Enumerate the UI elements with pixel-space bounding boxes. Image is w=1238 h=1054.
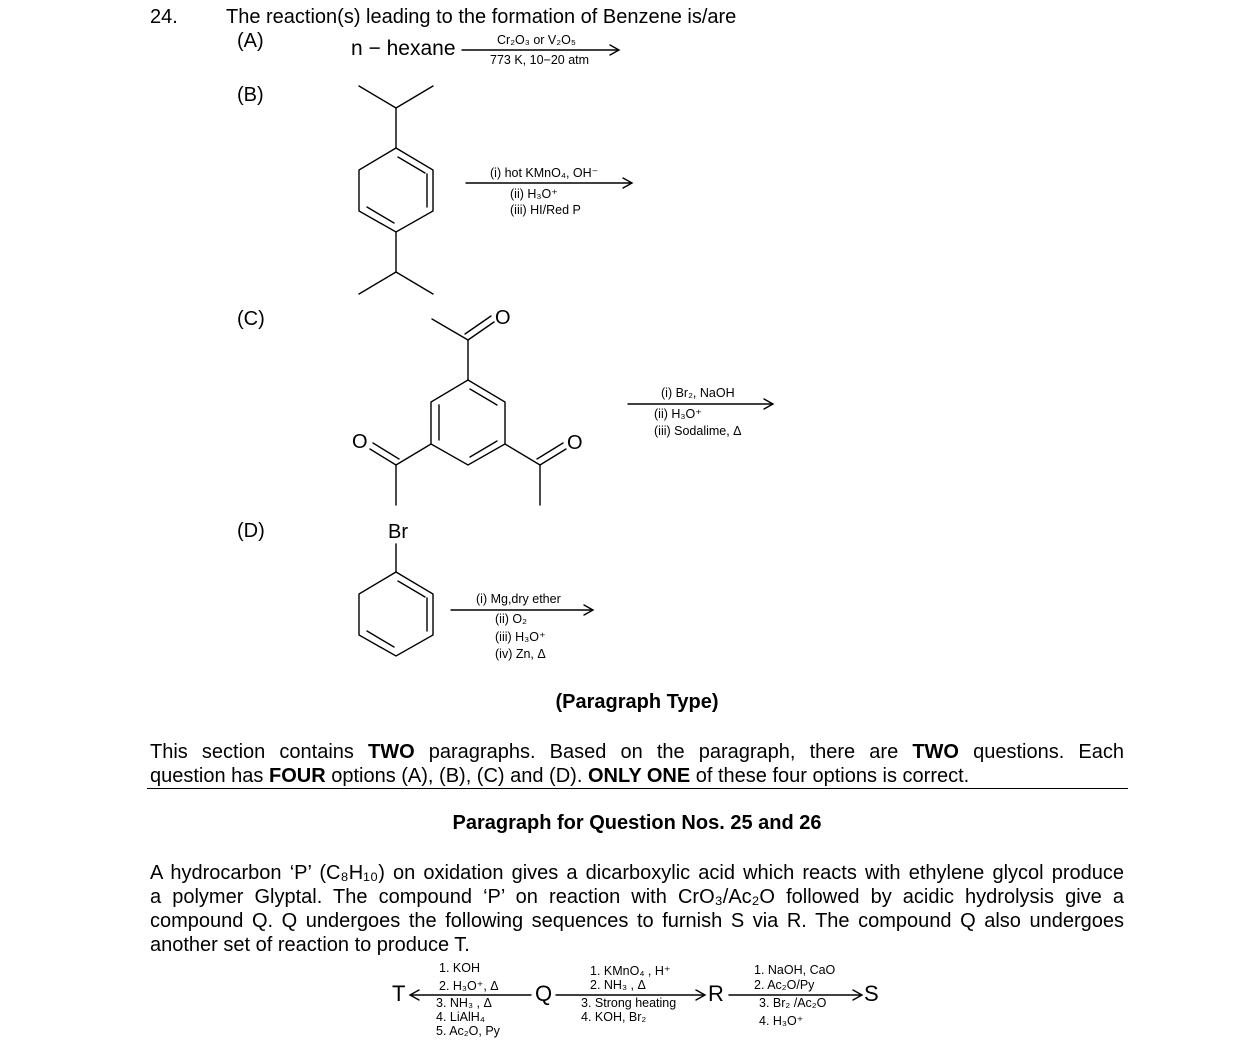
scheme-compound-t: T <box>392 981 406 1006</box>
scheme-qt-cond-4: 4. LiAlH₄ <box>436 1010 485 1024</box>
instruction-line-1: This section contains TWO paragraphs. Based on the paragraph, there are TWO questions. Each <box>150 741 1124 763</box>
option-d-label: (D) <box>237 520 265 542</box>
scheme-rs-cond-3: 3. Br₂ /Ac₂O <box>759 996 827 1010</box>
scheme-rs-cond-2: 2. Ac₂O/Py <box>754 978 815 992</box>
option-b-step-1: (i) hot KMnO₄, OH⁻ <box>490 166 599 180</box>
scheme-qt-cond-3: 3. NH₃ , Δ <box>436 996 492 1010</box>
option-b-arrow <box>466 178 632 188</box>
option-c-step-3: (iii) Sodalime, Δ <box>654 424 742 438</box>
option-b-step-2: (ii) H₃O⁺ <box>510 187 558 201</box>
option-d-arrow <box>451 605 593 615</box>
option-d-step-2: (ii) O₂ <box>495 612 527 626</box>
section-divider <box>147 788 1128 789</box>
option-d-bromine: Br <box>388 521 408 543</box>
option-c-step-2: (ii) H₃O⁺ <box>654 407 702 421</box>
option-c-oxygen-right: O <box>567 432 583 454</box>
scheme-qt-cond-5: 5. Ac₂O, Py <box>436 1024 500 1038</box>
option-a-condition-bottom: 773 K, 10−20 atm <box>490 53 590 67</box>
option-b-structure <box>359 86 433 294</box>
scheme-qt-cond-2: 2. H₃O⁺, Δ <box>439 979 499 993</box>
option-c-label: (C) <box>237 308 265 330</box>
option-d-step-1: (i) Mg,dry ether <box>476 592 561 606</box>
paragraph-line-2: a polymer Glyptal. The compound ‘P’ on reaction with CrO₃/Ac₂O followed by acidic hydrolysis give a <box>150 886 1124 908</box>
option-d-structure <box>359 544 433 656</box>
option-d-step-3: (iii) H₃O⁺ <box>495 630 546 644</box>
scheme-compound-q: Q <box>535 981 553 1006</box>
scheme-rs-cond-4: 4. H₃O⁺ <box>759 1014 804 1028</box>
option-a-arrow <box>462 45 619 55</box>
option-d-step-4: (iv) Zn, Δ <box>495 647 546 661</box>
section-heading: (Paragraph Type) <box>555 691 719 713</box>
paragraph-line-1: A hydrocarbon ‘P’ (C₈H₁₀) on oxidation gives a dicarboxylic acid which reacts with ethylene glycol produce <box>150 862 1124 884</box>
option-b-step-3: (iii) HI/Red P <box>510 203 581 217</box>
scheme-qr-cond-2: 2. NH₃ , Δ <box>590 978 646 992</box>
option-a-label: (A) <box>237 30 264 52</box>
option-c-arrow <box>628 399 773 409</box>
scheme-compound-r: R <box>708 981 724 1006</box>
paragraph-body <box>150 861 1124 957</box>
scheme-rs-cond-1: 1. NaOH, CaO <box>754 963 836 977</box>
option-a-reactant: n − hexane <box>351 37 456 60</box>
scheme-qr-cond-4: 4. KOH, Br₂ <box>581 1010 647 1024</box>
paragraph-line-3: compound Q. Q undergoes the following sequences to furnish S via R. The compound Q also undergoes <box>150 910 1124 932</box>
question-text: The reaction(s) leading to the formation of Benzene is/are <box>226 6 737 28</box>
option-b-label: (B) <box>237 84 264 106</box>
scheme-compound-s: S <box>864 981 879 1006</box>
scheme-qr-cond-3: 3. Strong heating <box>581 996 677 1010</box>
option-c-structure <box>370 316 566 505</box>
scheme-qr-cond-1: 1. KMnO₄ , H⁺ <box>590 964 671 978</box>
scheme-qt-cond-1: 1. KOH <box>439 961 480 975</box>
paragraph-heading: Paragraph for Question Nos. 25 and 26 <box>452 812 822 834</box>
section-instructions <box>150 740 1124 788</box>
option-c-oxygen-left: O <box>352 431 368 453</box>
option-c-oxygen-top: O <box>495 307 511 329</box>
paragraph-line-4: another set of reaction to produce T. <box>150 934 470 956</box>
question-number: 24. <box>150 6 178 28</box>
option-a-condition-top: Cr₂O₃ or V₂O₅ <box>497 33 576 47</box>
instruction-line-2: question has FOUR options (A), (B), (C) and (D). ONLY ONE of these four options is correct. <box>150 765 970 787</box>
option-c-step-1: (i) Br₂, NaOH <box>661 386 735 400</box>
